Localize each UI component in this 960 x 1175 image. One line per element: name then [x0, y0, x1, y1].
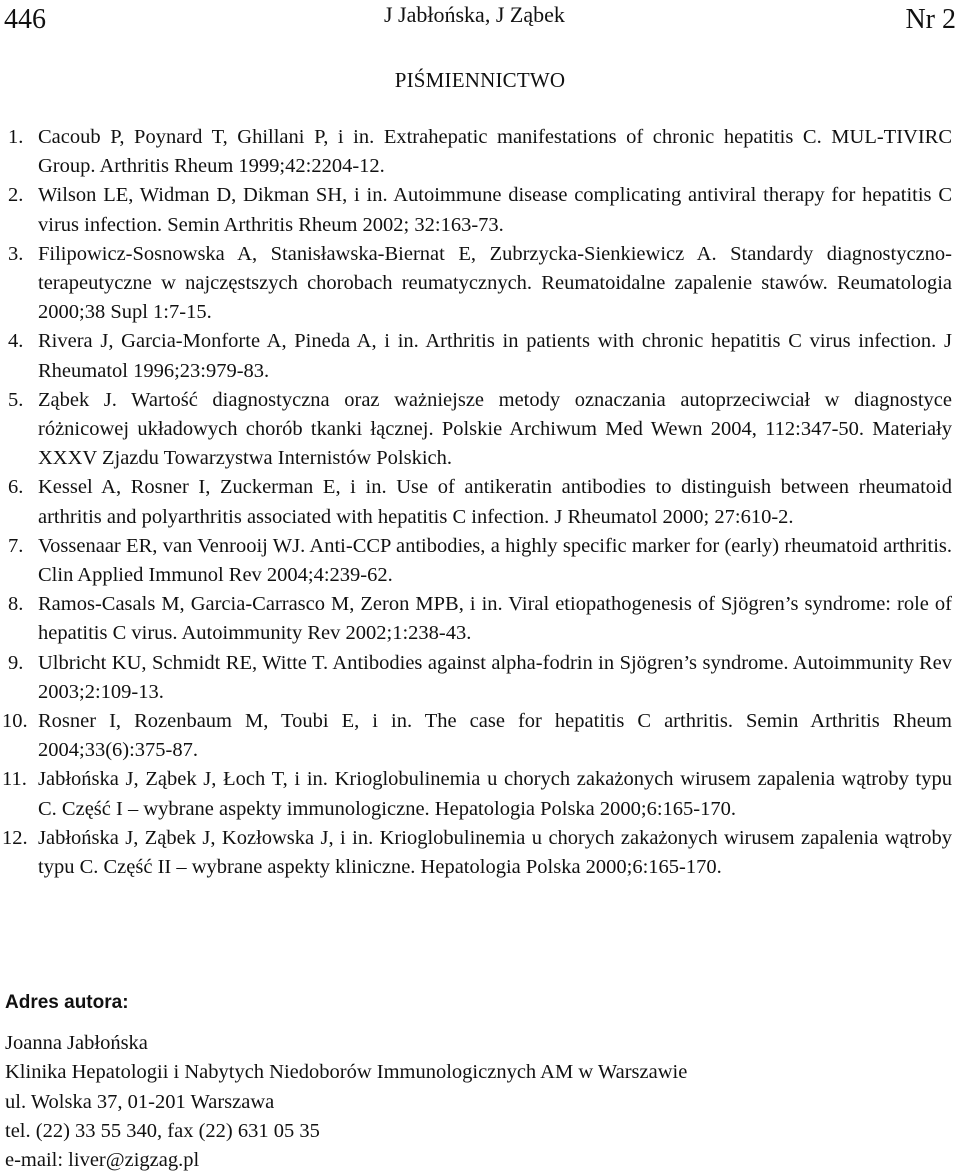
reference-number: 4. — [8, 330, 24, 353]
reference-text: Ząbek J. Wartość diagnostyczna oraz ważniejsze metody oznaczania autoprzeciwciał w diagnostyce różnicowej układowych chorób tkanki łącznej. Polskie Archiwum Med Wewn 2004, 112:347-50. Materiały XXXV Zjazdu Towarzystwa Internistów Polskich. — [38, 388, 952, 470]
reference-number: 9. — [8, 651, 24, 674]
address-heading: Adres autora: — [5, 992, 129, 1013]
reference-item — [2, 824, 952, 882]
reference-number: 12. — [2, 826, 28, 849]
page-number: 446 — [4, 4, 46, 35]
reference-number: 11. — [2, 768, 27, 791]
reference-list — [2, 123, 952, 882]
reference-text: Ramos-Casals M, Garcia-Carrasco M, Zeron MPB, i in. Viral etiopathogenesis of Sjögren’s syndrome: role of hepatitis C virus. Autoimmunity Rev 2002;1:238-43. — [38, 593, 952, 645]
author-institution: Klinika Hepatologii i Nabytych Niedoborów Immunologicznych AM w Warszawie — [5, 1061, 688, 1084]
reference-item — [2, 765, 952, 823]
reference-item — [8, 123, 952, 181]
reference-number: 6. — [8, 476, 24, 499]
reference-text: Ulbricht KU, Schmidt RE, Witte T. Antibodies against alpha-fodrin in Sjögren’s syndrome. Autoimmunity Rev 2003;2:109-13. — [38, 651, 952, 703]
running-title: J Jabłońska, J Ząbek — [384, 2, 565, 27]
reference-item — [8, 386, 952, 474]
reference-item — [8, 327, 952, 385]
reference-text: Jabłońska J, Ząbek J, Łoch T, i in. Krioglobulinemia u chorych zakażonych wirusem zapalenia wątroby typu C. Część I – wybrane aspekty immunologiczne. Hepatologia Polska 2000;6:165-170. — [38, 768, 952, 820]
reference-text: Vossenaar ER, van Venrooij WJ. Anti-CCP antibodies, a highly specific marker for (early) rheumatoid arthritis. Clin Applied Immunol Rev 2004;4:239-62. — [38, 534, 952, 587]
reference-text: Rosner I, Rozenbaum M, Toubi E, i in. The case for hepatitis C arthritis. Semin Arthritis Rheum 2004;33(6):375-87. — [38, 710, 952, 762]
reference-item — [8, 590, 952, 648]
reference-item — [8, 181, 952, 239]
reference-text: Rivera J, Garcia-Monforte A, Pineda A, i in. Arthritis in patients with chronic hepatitis C virus infection. J Rheumatol 1996;23:979-83. — [38, 330, 952, 382]
reference-item — [8, 532, 952, 590]
reference-number: 1. — [8, 126, 24, 148]
reference-number: 2. — [8, 184, 24, 207]
reference-item — [8, 473, 952, 531]
reference-text: Wilson LE, Widman D, Dikman SH, i in. Autoimmune disease complicating antiviral therapy for hepatitis C virus infection. Semin Arthritis Rheum 2002; 32:163-73. — [38, 184, 952, 236]
reference-item — [2, 707, 952, 765]
reference-text: Cacoub P, Poynard T, Ghillani P, i in. Extrahepatic manifestations of chronic hepatitis C. MUL-TIVIRC Group. Arthritis Rheum 1999;42:2204-12. — [38, 126, 952, 178]
reference-number: 7. — [8, 534, 24, 557]
author-phone: tel. (22) 33 55 340, fax (22) 631 05 35 — [5, 1119, 320, 1142]
author-email: e-mail: liver@zigzag.pl — [5, 1149, 200, 1172]
reference-text: Jabłońska J, Ząbek J, Kozłowska J, i in. Krioglobulinemia u chorych zakażonych wirusem zapalenia wątroby typu C. Część II – wybrane aspekty kliniczne. Hepatologia Polska 2000;6:165-170. — [38, 826, 952, 879]
section-title: PIŚMIENNICTWO — [394, 68, 566, 92]
issue-number: Nr 2 — [905, 4, 956, 35]
author-name: Joanna Jabłońska — [5, 1032, 148, 1055]
reference-number: 8. — [8, 593, 24, 616]
reference-item — [8, 649, 952, 707]
reference-number: 3. — [8, 242, 24, 265]
reference-number: 10. — [2, 710, 28, 733]
reference-text: Filipowicz-Sosnowska A, Stanisławska-Biernat E, Zubrzycka-Sienkiewicz A. Standardy diagnostyczno-terapeutyczne w najczęstszych chorobach reumatycznych. Reumatoidalne zapalenie stawów. Reumatologia 2000;38 Supl 1:7-15. — [38, 242, 952, 324]
reference-item — [8, 240, 952, 328]
reference-number: 5. — [8, 388, 24, 411]
page-header — [0, 0, 960, 40]
reference-text: Kessel A, Rosner I, Zuckerman E, i in. Use of antikeratin antibodies to distinguish between rheumatoid arthritis and polyarthritis associated with hepatitis C infection. J Rheumatol 2000; 27:610-2. — [38, 476, 952, 528]
author-street: ul. Wolska 37, 01-201 Warszawa — [5, 1090, 275, 1113]
author-address — [5, 988, 955, 1175]
